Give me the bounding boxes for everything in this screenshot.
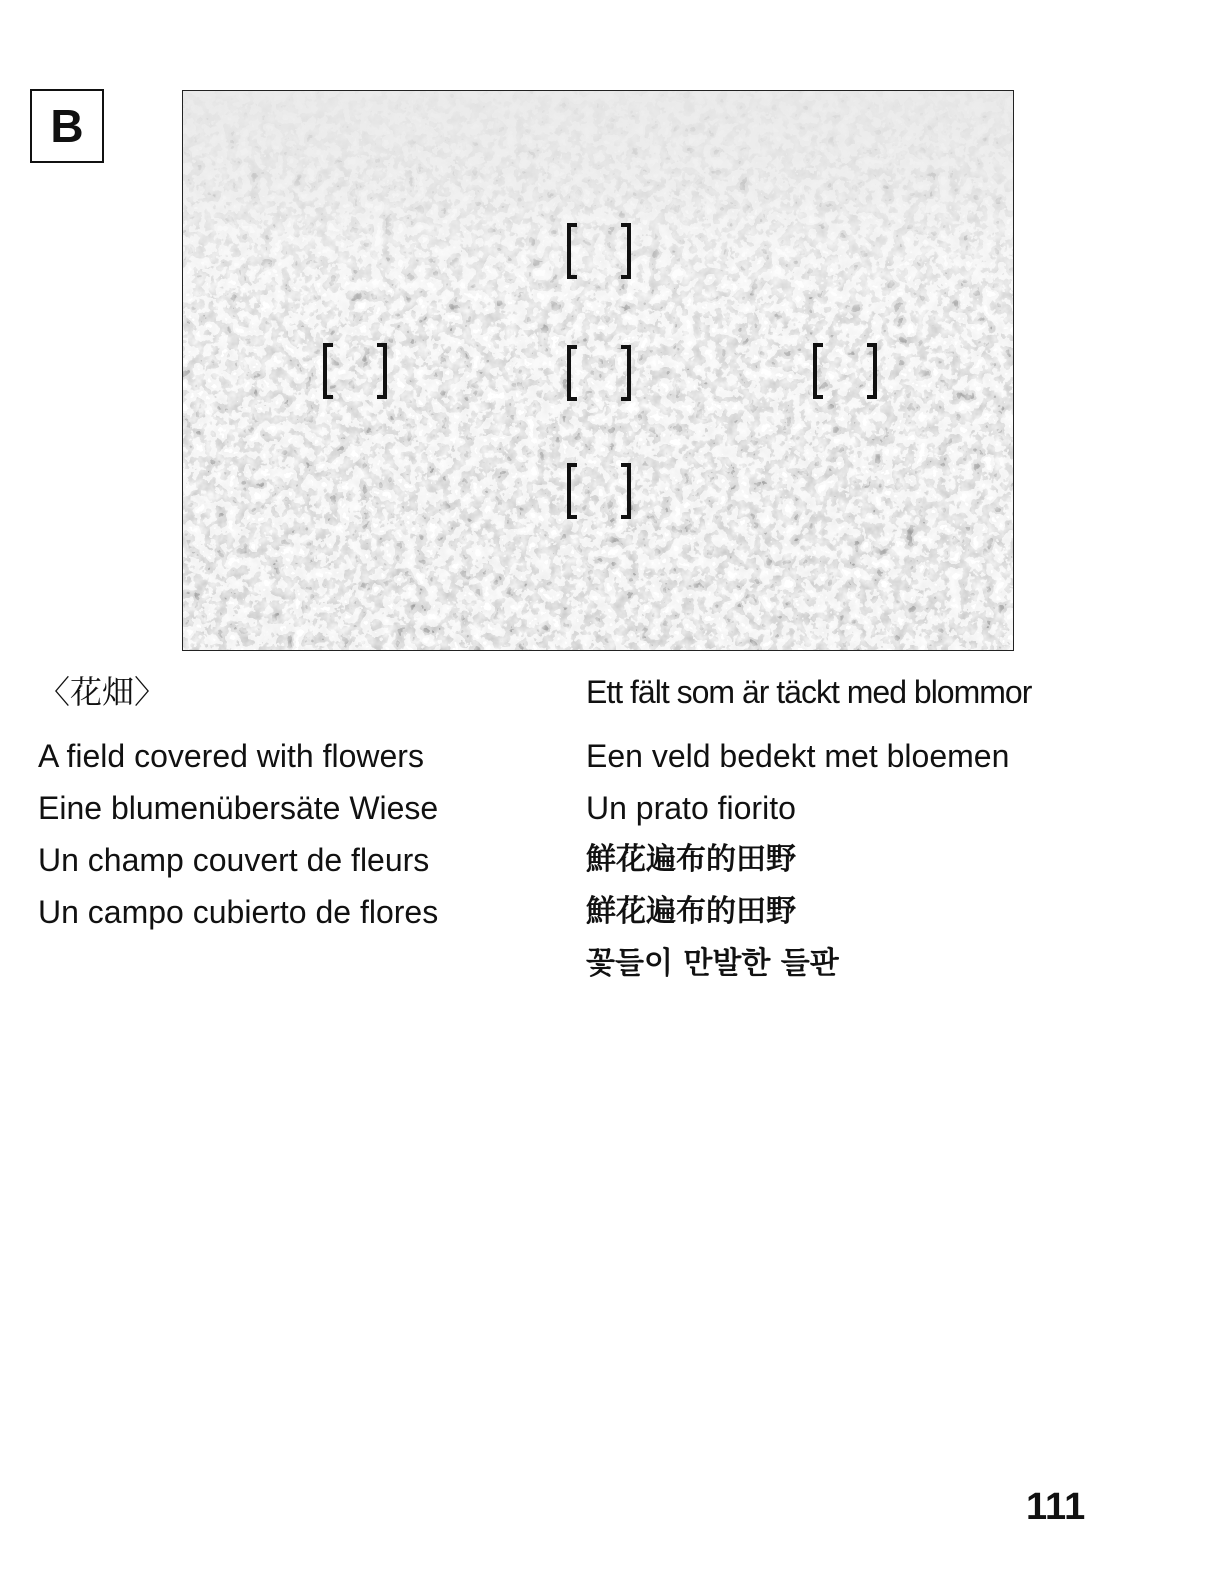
caption-english: A field covered with flowers [38, 738, 424, 774]
section-badge [30, 89, 104, 163]
caption-french: Un champ couvert de fleurs [38, 842, 430, 878]
flower-field-photo [182, 90, 1014, 651]
sky-haze [183, 91, 1013, 650]
caption-german: Eine blumenübersäte Wiese [38, 790, 439, 826]
caption-dutch: Een veld bedekt met bloemen [586, 738, 1010, 774]
caption-chinese-traditional: 鮮花遍布的田野 [586, 894, 796, 929]
caption-korean: 꽃들이 만발한 들판 [586, 946, 839, 981]
page-number: 111 [1026, 1486, 1086, 1528]
caption-italian: Un prato fiorito [586, 790, 796, 826]
caption-japanese: 〈花畑〉 [38, 674, 167, 710]
section-letter: B [50, 100, 84, 152]
caption-swedish: Ett fält som är täckt med blommor [586, 674, 1032, 710]
caption-chinese-simplified: 鮮花遍布的田野 [586, 842, 796, 877]
captions-left-column [38, 670, 438, 938]
caption-spanish: Un campo cubierto de flores [38, 894, 439, 930]
captions-right-column [586, 670, 1031, 990]
